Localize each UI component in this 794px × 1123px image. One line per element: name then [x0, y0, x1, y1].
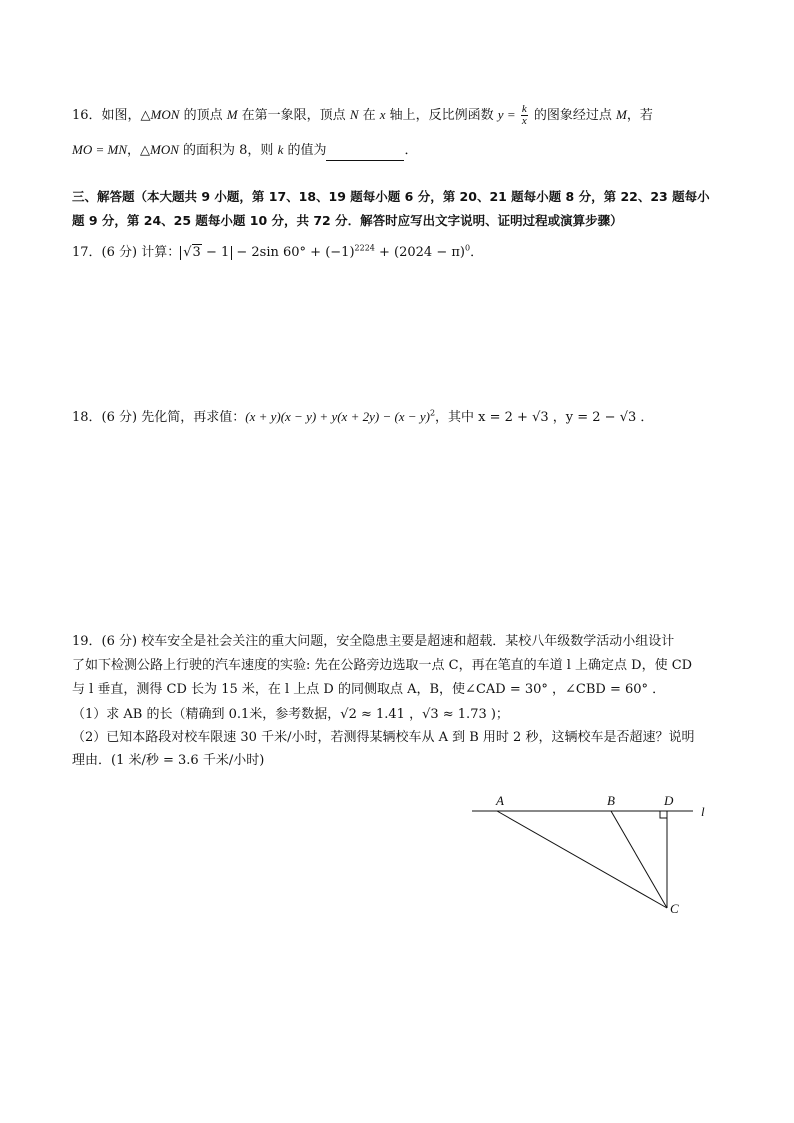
point-label-d: D [664, 793, 674, 808]
q16-text: 轴上，反比例函数 [385, 108, 498, 123]
q18-expression: (x + y)(x − y) + y(x + 2y) − (x − y) [245, 409, 430, 424]
q16-text: ． [404, 143, 418, 158]
q16-text: 的图象经过点 [529, 108, 616, 123]
q19-sub1: （1）求 AB 的长（精确到 0.1米，参考数据，√2 ≈ 1.41 ，√3 ≈ 1.73 )； [72, 707, 509, 722]
q17-text: − 1 [201, 245, 230, 260]
q16-var-mon: MON [150, 107, 180, 122]
q17-prefix: 17．(6 分) 计算： [72, 245, 181, 260]
q16-var-n: N [349, 107, 359, 122]
q16-text: 16．如图，△ [72, 108, 151, 123]
segment-ac [497, 811, 667, 908]
q17-term: − 2sin 60° + (−1) [232, 245, 355, 260]
q16-text: 在第一象限，顶点 [237, 108, 350, 123]
q17-term: + (2024 − π) [374, 245, 465, 260]
sqrt-radicand: 3 [192, 245, 201, 260]
q16-text: 的值为 [283, 143, 327, 158]
q16-var-mon: MON [150, 142, 179, 157]
q18-exponent: 2 [429, 408, 436, 418]
q16-var-m: M [616, 107, 627, 122]
q16-text: 的面积为 8，则 [178, 143, 278, 158]
fraction-denominator: x [521, 115, 527, 127]
q16-var-x: x [379, 107, 386, 122]
q16-func-y: y = [497, 107, 519, 122]
segment-bc [611, 811, 667, 908]
q18-condition: ，其中 x = 2 + √3 ，y = 2 − √3 ． [435, 410, 654, 425]
q18-prefix: 18．(6 分) 先化简，再求值： [72, 410, 246, 425]
sqrt-sign: √ [183, 245, 192, 260]
q17-exponent: 2224 [354, 243, 375, 253]
q19-line1: 19．(6 分) 校车安全是社会关注的重大问题，安全隐患主要是超速和超载．某校八年级数学活动小组设计 [72, 634, 675, 649]
q16-condition: MO = MN [72, 142, 127, 157]
line-label-l: l [701, 804, 705, 819]
section3-header-line1: 三、解答题（本大题共 9 小题，第 17、18、19 题每小题 6 分，第 20、21 题每小题 8 分，第 22、23 题每小 [72, 189, 710, 204]
point-label-c: C [670, 901, 679, 916]
q16-text: ，△ [127, 143, 150, 158]
right-angle-mark [660, 811, 667, 818]
q19-line2: 了如下检测公路上行驶的汽车速度的实验: 先在公路旁边选取一点 C，再在笔直的车道 l 上确定点 D，使 CD [72, 658, 693, 673]
point-label-a: A [496, 793, 504, 808]
q16-text: 在 [358, 108, 380, 123]
q16-text: 的顶点 [179, 108, 227, 123]
q19-sub2-line2: 理由．(1 米/秒 = 3.6 千米/小时) [72, 753, 265, 768]
q16-text: ，若 [626, 108, 653, 123]
q16-var-m: M [226, 107, 238, 122]
point-label-b: B [607, 793, 615, 808]
q19-sub2-line1: （2）已知本路段对校车限速 30 千米/小时，若测得某辆校车从 A 到 B 用时 2 秒，这辆校车是否超速？说明 [72, 730, 695, 745]
q16-var-k: k [277, 142, 284, 157]
fraction-numerator: k [521, 103, 527, 115]
q19-line3: 与 l 垂直，测得 CD 长为 15 米，在 l 上点 D 的同侧取点 A，B，使∠CAD = 30° ，∠CBD = 60° ． [72, 682, 666, 697]
q17-exponent: 0 [464, 243, 471, 253]
section3-header-line2: 题 9 分，第 24、25 题每小题 10 分，共 72 分．解答时应写出文字说明、证明过程或演算步骤） [72, 213, 623, 228]
q17-text: ． [470, 245, 484, 260]
